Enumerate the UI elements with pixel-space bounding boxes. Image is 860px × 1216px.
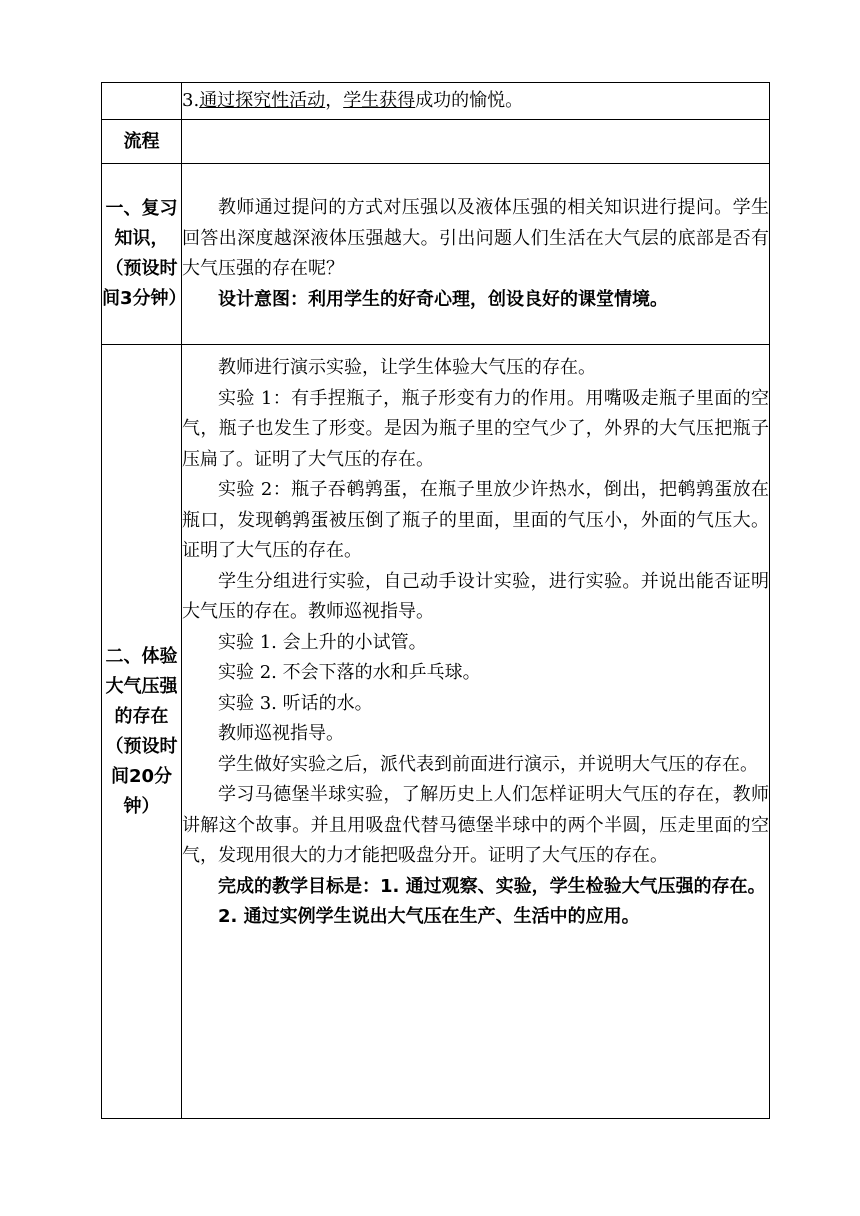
review-paragraph: 教师通过提问的方式对压强以及液体压强的相关知识进行提问。学生回答出深度越深液体压强越大。引出问题人们生活在大气层的底部是否有大气压强的存在呢？: [182, 197, 769, 279]
review-stage-cell: 一、复习知识，（预设时间3分钟）: [102, 164, 182, 345]
teaching-goal-paragraph: 完成的教学目标是：1. 通过观察、实验，学生检验大气压强的存在。: [218, 875, 766, 897]
experience-paragraph: 教师巡视指导。: [218, 723, 344, 744]
header-row: [102, 120, 770, 164]
teaching-goal-paragraph: 2. 通过实例学生说出大气压在生产、生活中的应用。: [218, 906, 640, 927]
experience-row: [102, 345, 770, 1119]
experience-paragraph: 教师进行演示实验，让学生体验大气压的存在。: [218, 357, 596, 378]
review-row: [102, 164, 770, 345]
goal-rest: 成功的愉悦。: [415, 89, 524, 111]
experience-paragraph: 学生做好实验之后，派代表到前面进行演示，并说明大气压的存在。: [218, 753, 758, 775]
experience-paragraph: 实验 2. 不会下落的水和乒乓球。: [218, 662, 481, 683]
goal-underline-2: 学生获得: [343, 89, 416, 111]
experience-content-cell: [182, 345, 770, 1119]
header-content-cell: [182, 120, 770, 164]
experience-paragraph: 学生分组进行实验，自己动手设计实验，进行实验。并说出能否证明大气压的存在。教师巡视指导。: [182, 570, 769, 622]
goal-sep: ，: [325, 89, 344, 111]
experience-stage-cell: 二、体验大气压强的存在（预设时间20分钟）: [102, 345, 182, 1119]
experience-paragraph: 实验 1. 会上升的小试管。: [218, 631, 427, 653]
experience-paragraph: 实验 1：有手捏瓶子，瓶子形变有力的作用。用嘴吸走瓶子里面的空气，瓶子也发生了形变。是因为瓶子里的空气少了，外界的大气压把瓶子压扁了。证明了大气压的存在。: [182, 387, 769, 470]
lesson-plan-table: [101, 82, 770, 1119]
experience-paragraph: 实验 3. 听话的水。: [218, 692, 373, 714]
goal-row: [102, 83, 770, 120]
goal-content-cell: [182, 83, 770, 120]
review-content-cell: [182, 164, 770, 345]
header-stage-cell: 流程: [102, 120, 182, 164]
goal-text: [182, 86, 769, 117]
design-intent-paragraph: 设计意图：利用学生的好奇心理，创设良好的课堂情境。: [218, 288, 668, 310]
experience-paragraph: 实验 2：瓶子吞鹌鹑蛋，在瓶子里放少许热水，倒出，把鹌鹑蛋放在瓶口，发现鹌鹑蛋被压倒了瓶子的里面，里面的气压小，外面的气压大。证明了大气压的存在。: [182, 479, 769, 561]
goal-prefix: 3.: [182, 89, 200, 111]
experience-paragraph: 学习马德堡半球实验，了解历史上人们怎样证明大气压的存在，教师讲解这个故事。并且用吸盘代替马德堡半球中的两个半圆，压走里面的空气，发现用很大的力才能把吸盘分开。证明了大气压的存在。: [182, 784, 769, 866]
goal-underline-1: 通过探究性活动: [199, 89, 326, 111]
goal-stage-cell: [102, 83, 182, 120]
